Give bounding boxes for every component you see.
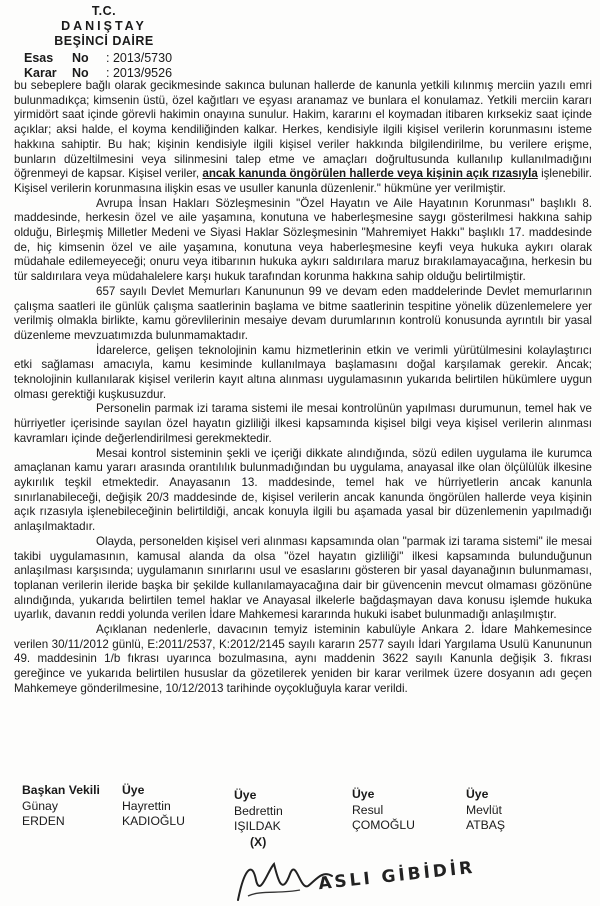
signatory-last-name: ERDEN	[22, 814, 65, 828]
karar-value: : 2013/9526	[106, 66, 173, 80]
signatory-first-name: Hayrettin	[122, 798, 171, 813]
signatory-last-name: IŞILDAK	[234, 819, 281, 833]
paragraph-1	[14, 79, 592, 197]
signatory-last-name: KADIOĞLU	[122, 814, 185, 828]
document-body	[14, 79, 592, 697]
p1-underlined-text: ancak kanunda öngörülen hallerde veya kişinin açık rızasıyla	[202, 167, 538, 181]
header-chamber: BEŞİNCİ DAİRE	[54, 34, 154, 48]
signatory-3	[234, 788, 283, 850]
signatory-first-name: Mevlüt	[466, 802, 502, 817]
karar-label: Karar	[24, 66, 57, 80]
signatory-title: Üye	[122, 783, 145, 797]
paragraph-6: Mesai kontrol sisteminin şekli ve içeriği dikkate alındığında, sözü edilen uygulama ile kurumca amaçlanan kamu yararı arasında orantılılık bulunmadığından bu uygulama, anayasal ilke olan ölçülülük ilkesine aykırılık teşkil etmektedir. Anayasanın 13. maddesinde, temel hak ve hürriyetlerin ancak kanunla sınırlanabileceği, değişik 20/3 maddesinde de, kişisel verilerin ancak kanunda öngörülen hallerde veya kişinin açık rızasıyla işlenebileceğinin belirtildiği, ancak konuyla ilgili bu aşamada yasal bir düzenlemenin yapılmadığı anlaşılmaktadır.	[14, 446, 592, 534]
case-numbers	[24, 51, 172, 81]
karar-no-label: No	[72, 66, 89, 80]
signatory-5	[466, 787, 505, 834]
paragraph-3: 657 sayılı Devlet Memurları Kanununun 99 ve devam eden maddelerinde Devlet memurlarının çalışma saatleri ile günlük çalışma saatlerinin başlama ve bitme saatlerinin tespitine yönelik düzenlemelere yer verilmiş olmakla birlikte, kamu görevlilerinin mesaiye devam durumlarının kontrolü konusunda ayrıntılı bir yasal düzenleme mevzuatımızda bulunmamaktadır.	[14, 284, 592, 342]
paragraph-2: Avrupa İnsan Hakları Sözleşmesinin "Özel Hayatın ve Aile Hayatının Korunması" başlıklı 8. maddesinde, herkesin özel ve aile yaşamına, konutuna ve haberleşmesine saygı gösterilmesi hakkına sahip olduğu, Birleşmiş Milletler Medeni ve Siyasi Haklar Sözleşmesinin "Mahremiyet Hakkı" başlıklı 17. maddesinde de, hiç kimsenin özel ve aile yaşamına, konutuna veya haberleşmesine keyfi veya hukuka aykırı olarak müdahale edilemeyeceği; onuru veya itibarının hukuka aykırı saldırılara maruz bırakılamayacağına, herkesin bu tür saldırılara veya müdahalelere karşı hukuk tarafından korunma hakkına sahip olduğu belirtilmiştir.	[14, 196, 592, 284]
header-court: DANIŞTAY	[61, 19, 147, 33]
signatory-title: Üye	[466, 787, 489, 801]
certified-copy-stamp: ASLI GİBİDİR	[317, 857, 477, 895]
paragraph-8: Açıklanan nedenlerle, davacının temyiz isteminin kabulüyle Ankara 2. İdare Mahkemesince verilen 30/11/2012 günlü, E:2011/2537, K:2012/2145 sayılı kararın 2577 sayılı İdari Yargılama Usulü Kanununun 49. maddesinin 1/b fıkrası uyarınca bozulmasına, aynı maddenin 3622 sayılı Kanunla değişik 3. fıkrası gereğince ve yukarıda belirtilen hususlar da gözetilerek yeniden bir karar verilmek üzere dosyanın adı geçen Mahkemeye gönderilmesine, 10/12/2013 tarihinde oyçokluğuyla karar verildi.	[14, 623, 592, 695]
p1-text-after: işlenebilir. Kişisel verilerin korunmasına ilişkin esas ve usuller kanunla düzenlenir." hükmüne yer verilmiştir.	[14, 167, 592, 195]
paragraph-4: İdarelerce, gelişen teknolojinin kamu hizmetlerinin etkin ve verimli yürütülmesini kolaylaştırıcı etki sağlaması amacıyla, kamu kesiminde kullanılmaya başlamasını doğal karşılamak gerekir. Ancak; teknolojinin kullanılarak kişisel verilerin kayıt altına alınması uygulamasının yukarıda belirtilen hükümlere uygun olması gerektiği kuşkusuzdur.	[14, 343, 592, 401]
paragraph-7: Olayda, personelden kişisel veri alınması kapsamında olan "parmak izi tarama sistemi" ile mesai takibi uygulamasının, kamusal alanda da olsa "özel hayatın gizliliği" ilkesi kapsamında bulunduğunun anlaşılması karşısında; uygulamanın sınırlarını usul ve esaslarını gösteren bir yasal dayanağının bulunmaması, toplanan verilerin ileride başka bir şekilde kullanılamayacağına dair bir güvencenin mevcut olmaması gözönüne alındığında, yukarıda belirtilen temel haklar ve Anayasal ilkelerle bağdaşmayan dava konusu işlemde hukuka uyarlık, davanın reddi yolunda verilen İdare Mahkemesi kararında hukuki isabet bulunmadığı anlaşılmıştır.	[14, 534, 592, 622]
court-header	[24, 4, 224, 49]
signatory-title: Üye	[234, 788, 257, 802]
signatory-first-name: Günay	[22, 798, 58, 813]
paragraph-5: Personelin parmak izi tarama sistemi ile mesai kontrolünün yapılması durumunun, temel hak ve hürriyetler içerisinde sayılan özel hayatın gizliliği ilkesi kapsamında kişisel bilgi veya kişisel verilerin alınması kavramları içinde değerlendirilmesi gerekmektedir.	[14, 402, 592, 445]
signatory-4	[352, 787, 415, 834]
esas-no-label: No	[72, 51, 89, 65]
dissent-mark: (X)	[250, 834, 267, 849]
esas-label: Esas	[24, 51, 54, 65]
header-tc: T.C.	[91, 4, 117, 18]
esas-value: : 2013/5730	[106, 51, 173, 65]
signatory-last-name: ÇOMOĞLU	[352, 818, 415, 832]
signatory-title: Üye	[352, 787, 375, 801]
signatory-first-name: Bedrettin	[234, 803, 283, 818]
esas-row	[24, 51, 172, 66]
signatory-first-name: Resul	[352, 802, 384, 817]
signatory-2	[122, 783, 185, 830]
p1-text-before: bu sebeplere bağlı olarak gecikmesinde sakınca bulunan hallerde de kanunla yetkili kılınmış merciin yazılı emri bulunmadıkça; kimsenin üstü, özel kağıtları ve eşyası aranamaz ve bunlara el konulamaz. Yetkili merciin kararı yirmidört saat içinde görevli hakimin onayına sunulur. Hakim, kararını el koymadan itibaren kırksekiz saat içinde açıklar; aksi halde, el koyma kendiliğinden kalkar. Herkes, kendisiyle ilgili kişisel verilerin korunmasını isteme hakkına sahiptir. Bu hak; kişinin kendisiyle ilgili kişisel veriler hakkında bilgilendirilme, bu verilere erişme, bunların düzeltilmesini veya silinmesini talep etme ve amaçları doğrultusunda kullanılıp kullanılmadığını öğrenmeyi de kapsar. Kişisel veriler,	[14, 79, 592, 181]
signatory-title: Başkan Vekili	[22, 783, 100, 797]
signatory-1	[22, 783, 100, 830]
signatory-last-name: ATBAŞ	[466, 818, 506, 832]
